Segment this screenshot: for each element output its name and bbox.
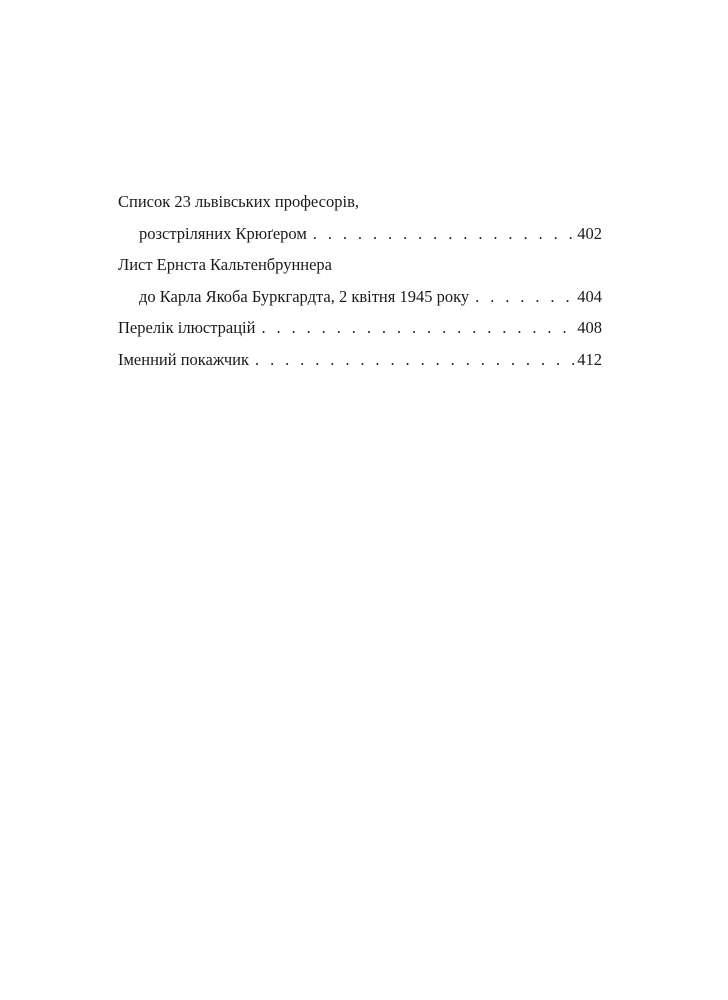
toc-entry [118, 312, 602, 344]
toc-entry-title: Перелік ілюстрацій [118, 318, 256, 337]
toc-entry-title: Список 23 львівських професорів, [118, 192, 359, 211]
dot-leader [255, 312, 577, 344]
toc-entry-title: Іменний покажчик [118, 349, 250, 369]
toc-entry-title-continued: до Карла Якоба Буркгардта, 2 квітня 1945 року [139, 286, 470, 306]
toc-page-number: 404 [577, 286, 602, 306]
toc-page-number: 402 [577, 223, 602, 243]
dot-leader [469, 281, 577, 313]
toc-entry-continuation [118, 218, 602, 250]
toc-entry [118, 344, 602, 376]
dot-leader [249, 344, 577, 376]
toc-entry-continuation [118, 281, 602, 313]
table-of-contents [118, 186, 602, 375]
dot-leader [307, 218, 577, 250]
toc-page-number: 408 [577, 318, 602, 337]
toc-entry-title: Лист Ернста Кальтенбруннера [118, 255, 333, 274]
toc-entry-title-continued: розстріляних Крюґером [139, 223, 307, 243]
toc-page-number: 412 [577, 349, 602, 369]
